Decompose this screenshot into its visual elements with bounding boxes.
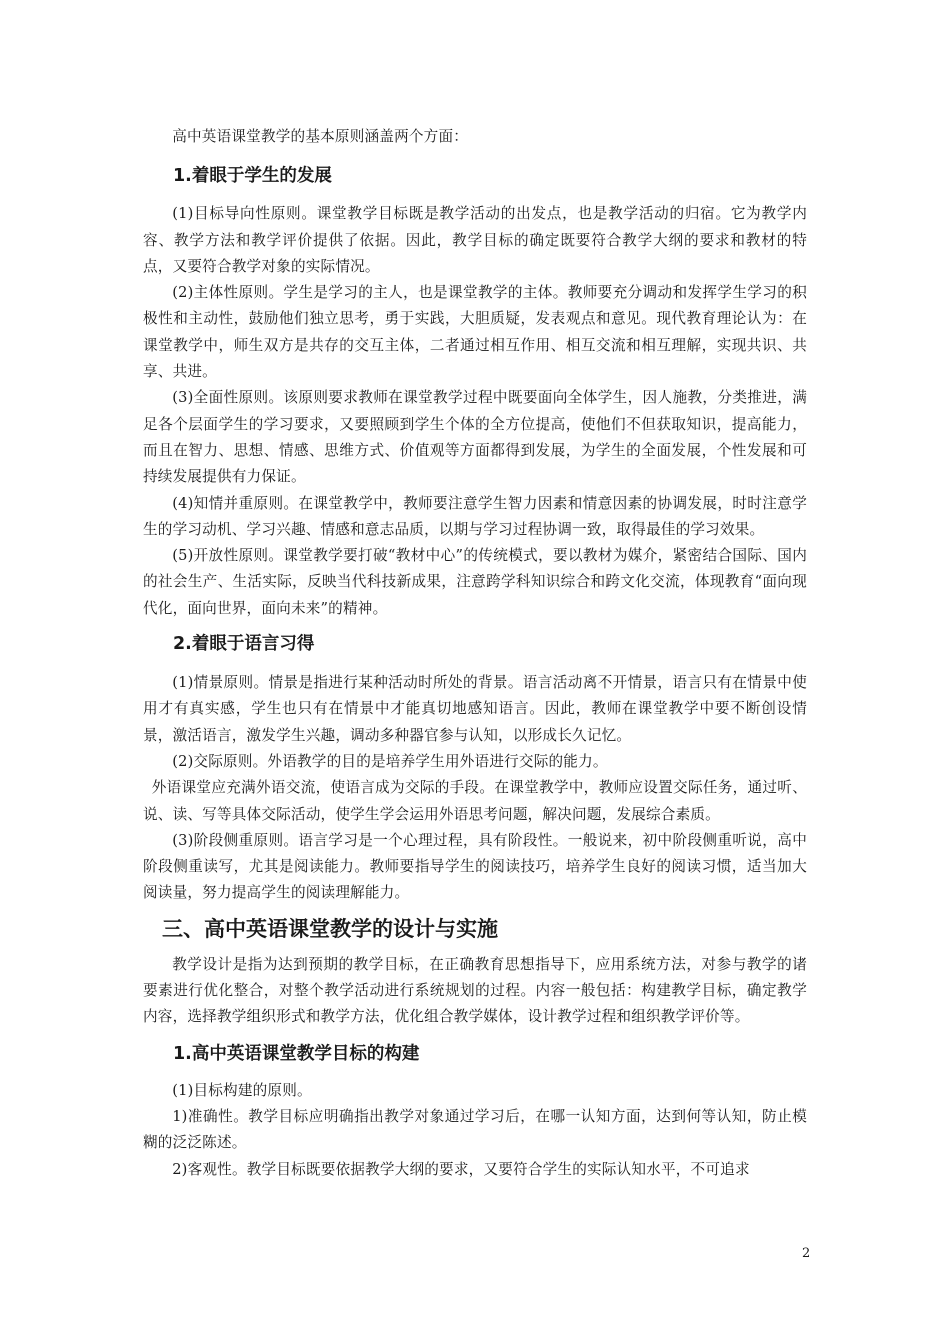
paragraph-situation: (1)情景原则。情景是指进行某种活动时所处的背景。语言活动离不开情景，语言只有在情景中使用才有真实感，学生也只有在情景中才能真切地感知语言。因此，教师在课堂教学中要不断创设情景，激活语言，激发学生兴趣，调动多种器官参与认知，以形成长久记忆。 xyxy=(143,674,807,744)
paragraph-comprehensiveness: (3)全面性原则。该原则要求教师在课堂教学过程中既要面向全体学生，因人施教，分类推进，满足各个层面学生的学习要求，又要照顾到学生个体的全方位提高，使他们不但获取知识，提高能力，而且在智力、思想、情感、思维方式、价值观等方面都得到发展，为学生的全面发展，个性发展和可持续发展提供有力保证。 xyxy=(143,389,807,486)
paragraph-objectivity: 2)客观性。教学目标既要依据教学大纲的要求，又要符合学生的实际认知水平，不可追求 xyxy=(172,1160,750,1178)
paragraph-subjectivity: (2)主体性原则。学生是学习的主人，也是课堂教学的主体。教师要充分调动和发挥学生学习的积极性和主动性，鼓励他们独立思考，勇于实践，大胆质疑，发表观点和意见。现代教育理论认为：在课堂教学中，师生双方是共存的交互主体，二者通过相互作用、相互交流和相互理解，实现共识、共享、共进。 xyxy=(143,284,807,381)
intro-paragraph: 高中英语课堂教学的基本原则涵盖两个方面： xyxy=(172,128,469,145)
paragraph-stage-emphasis: (3)阶段侧重原则。语言学习是一个心理过程，具有阶段性。一般说来，初中阶段侧重听说，高中阶段侧重读写，尤其是阅读能力。教师要指导学生的阅读技巧，培养学生良好的阅读习惯，适当加大阅读量，努力提高学生的阅读理解能力。 xyxy=(143,831,807,902)
paragraph-accuracy: 1)准确性。教学目标应明确指出教学对象通过学习后，在哪一认知方面，达到何等认知，防止模糊的泛泛陈述。 xyxy=(143,1107,807,1152)
chapter-heading-design-implementation: 三、高中英语课堂教学的设计与实施 xyxy=(162,916,498,941)
section-heading-language-acquisition: 2.着眼于语言习得 xyxy=(173,634,315,655)
paragraph-teaching-design: 教学设计是指为达到预期的教学目标，在正确教育思想指导下，应用系统方法，对参与教学的诸要素进行优化整合，对整个教学活动进行系统规划的过程。内容一般包括：构建教学目标，确定教学内容，选择教学组织形式和教学方法，优化组合教学媒体，设计教学过程和组织教学评价等。 xyxy=(143,955,807,1026)
section-heading-student-development: 1.着眼于学生的发展 xyxy=(173,166,332,187)
paragraph-knowledge-emotion: (4)知情并重原则。在课堂教学中，教师要注意学生智力因素和情意因素的协调发展，时时注意学生的学习动机、学习兴趣、情感和意志品质，以期与学习过程协调一致，取得最佳的学习效果。 xyxy=(143,494,807,538)
paragraph-communication: (2)交际原则。外语教学的目的是培养学生用外语进行交际的能力。 xyxy=(172,752,608,770)
paragraph-communication-continued: 外语课堂应充满外语交流，使语言成为交际的手段。在课堂教学中，教师应设置交际任务，通过听、说、读、写等具体交际活动，使学生学会运用外语思考问题，解决问题，发展综合素质。 xyxy=(143,779,807,823)
section-heading-goal-construction: 1.高中英语课堂教学目标的构建 xyxy=(173,1043,420,1064)
paragraph-goal-principles: (1)目标构建的原则。 xyxy=(172,1081,312,1099)
page-number: 2 xyxy=(802,1246,811,1261)
document-body xyxy=(143,124,807,1183)
paragraph-goal-orientation: (1)目标导向性原则。课堂教学目标既是教学活动的出发点，也是教学活动的归宿。它为教学内容、教学方法和教学评价提供了依据。因此，教学目标的确定既要符合教学大纲的要求和教材的特点，又要符合教学对象的实际情况。 xyxy=(143,205,807,275)
paragraph-openness: (5)开放性原则。课堂教学要打破“教材中心”的传统模式，要以教材为媒介，紧密结合国际、国内的社会生产、生活实际，反映当代科技新成果，注意跨学科知识综合和跨文化交流，体现教育“面向现代化，面向世界，面向未来”的精神。 xyxy=(143,547,807,617)
